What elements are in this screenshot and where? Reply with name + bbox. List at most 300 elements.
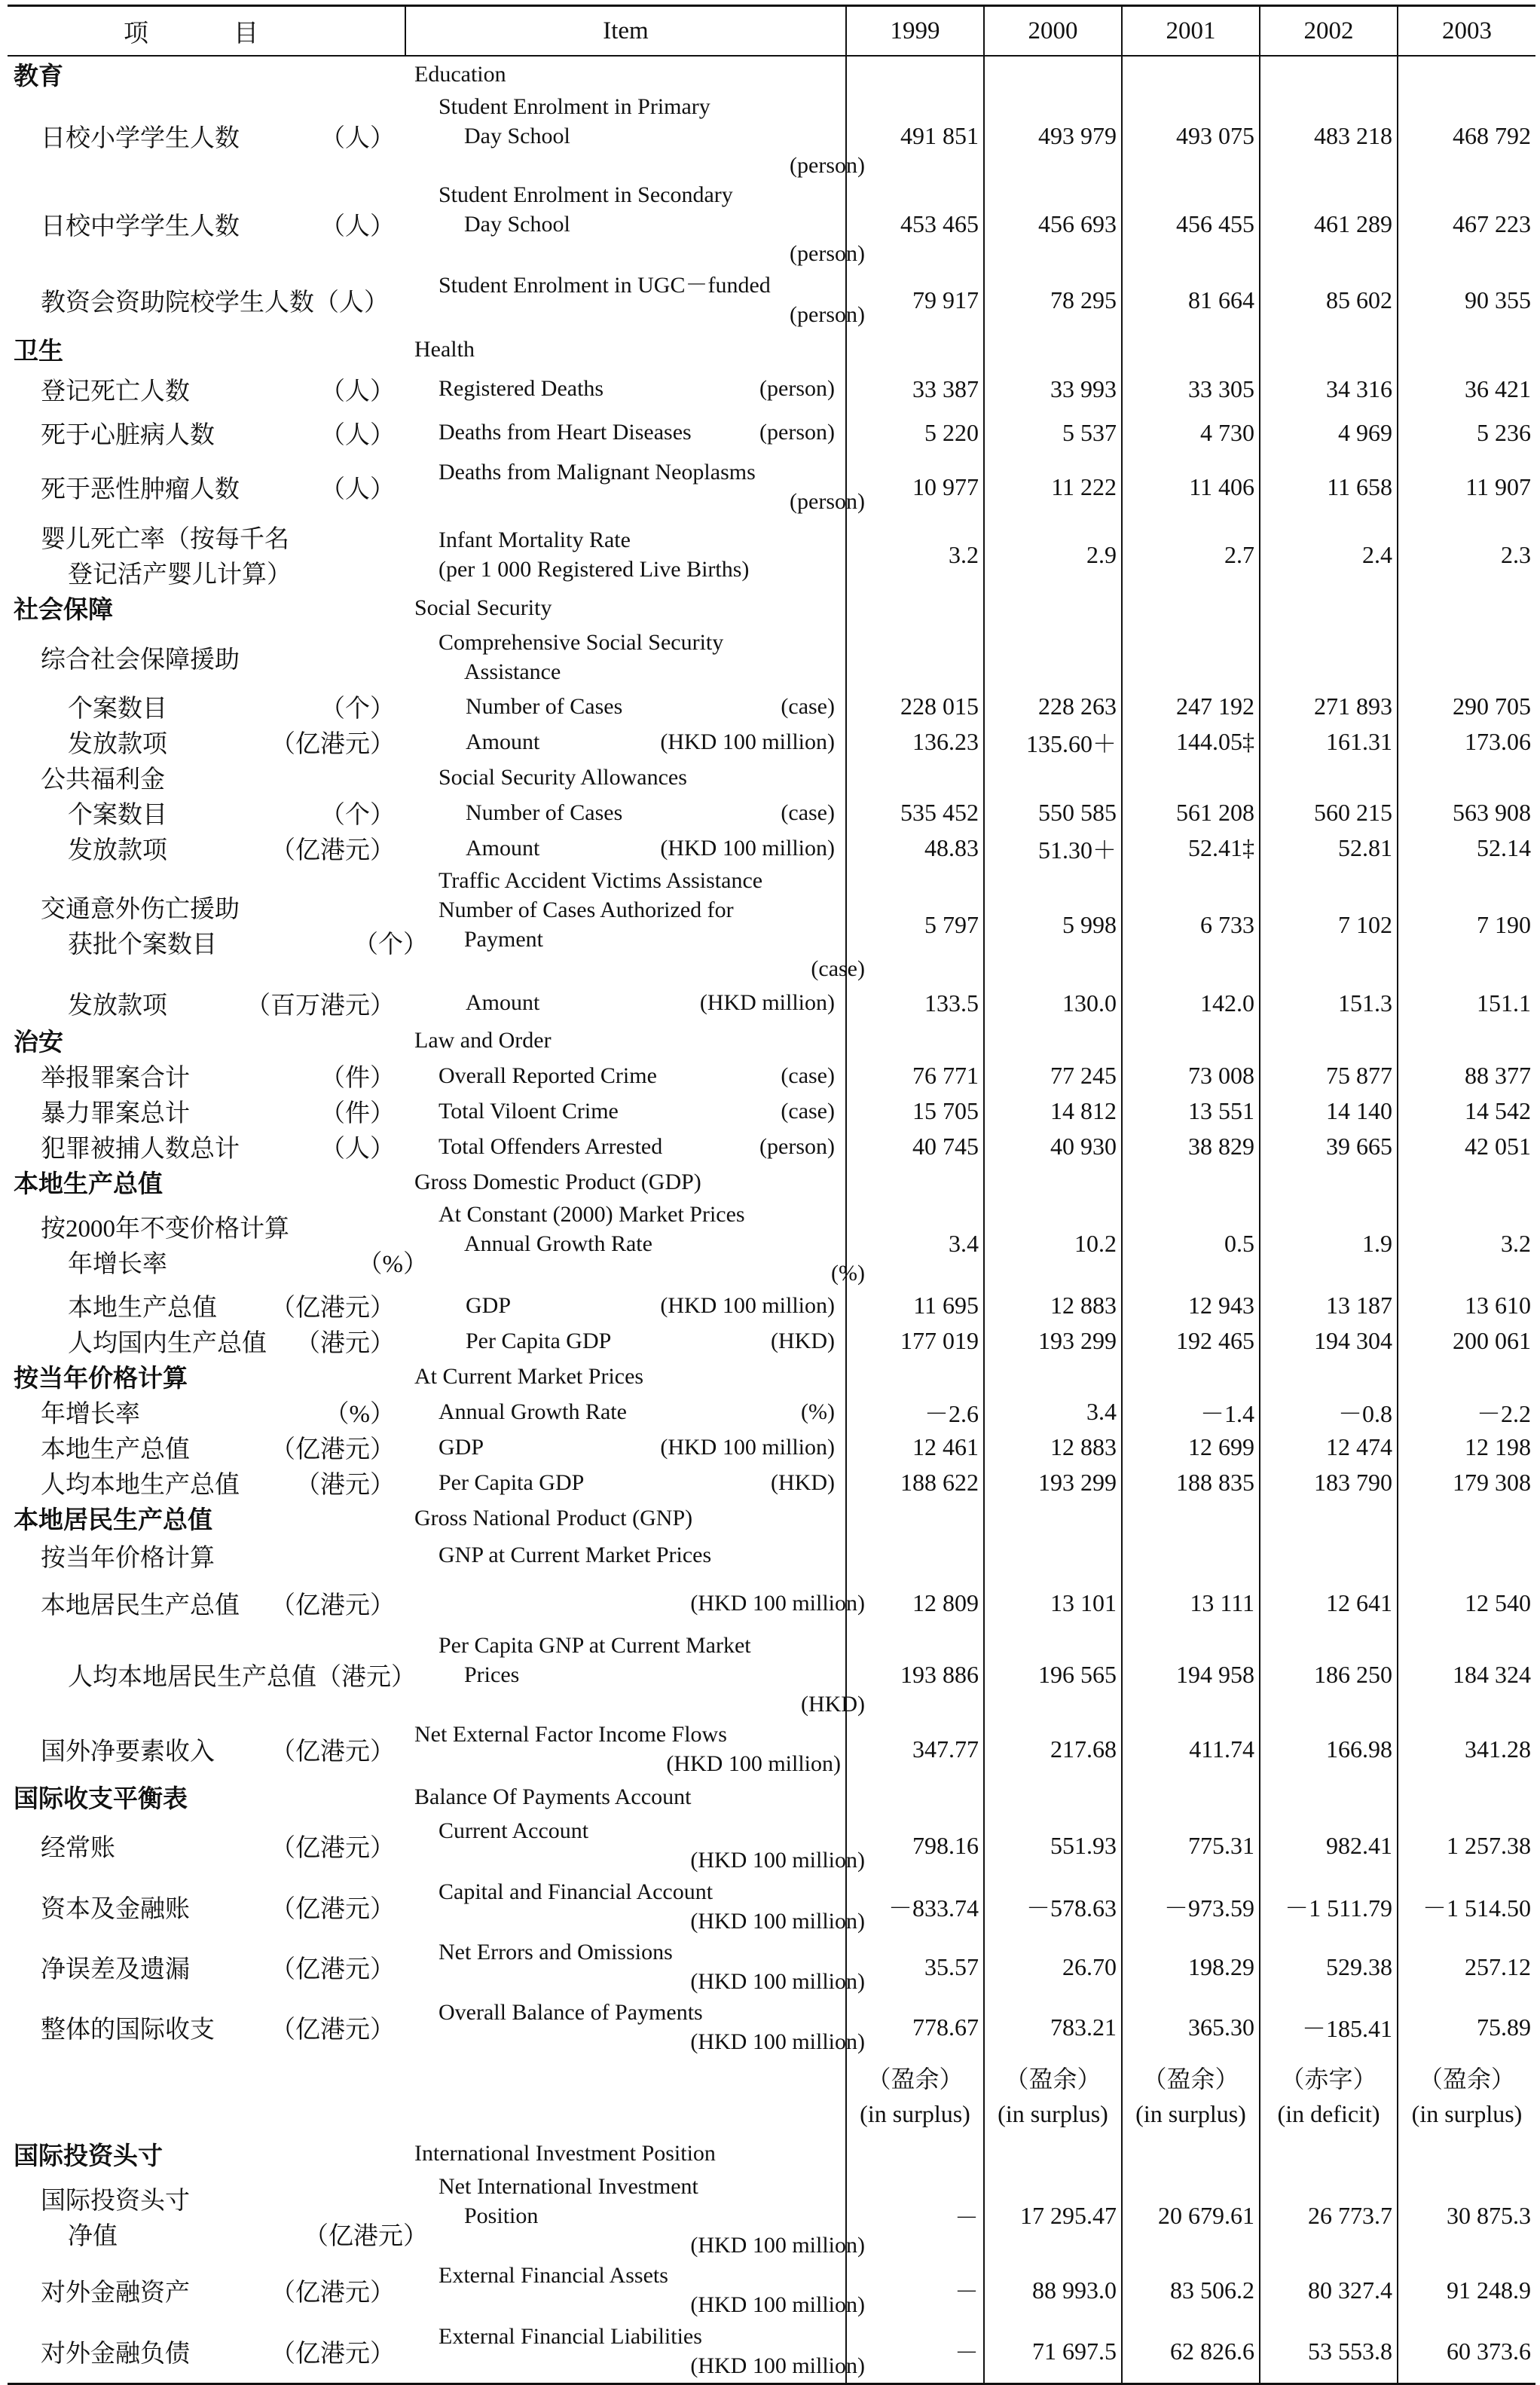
- english-item: [408, 628, 875, 686]
- english-item: [408, 1506, 845, 1531]
- english-unit: (HKD 100 million): [690, 2292, 865, 2317]
- chinese-unit: （亿港元）: [270, 1436, 395, 1463]
- chinese-label-cell: [8, 367, 405, 411]
- english-item: [408, 1631, 875, 1719]
- chinese-label-text: 死于心脏病人数: [41, 421, 215, 449]
- chinese-label-cell: [8, 1500, 405, 1536]
- table-row: [8, 1500, 1535, 1536]
- value-cell: 81 664: [1122, 268, 1260, 332]
- value-cell: 184 324: [1398, 1631, 1535, 1719]
- chinese-label: [8, 332, 405, 367]
- value-cell: 12 883: [984, 1288, 1122, 1323]
- chinese-label-cell: [8, 689, 405, 724]
- english-unit: (HKD 100 million): [660, 729, 835, 754]
- value-cell: 78 295: [984, 268, 1122, 332]
- chinese-label-text: 发放款项: [68, 992, 167, 1020]
- value-cell: [846, 1536, 984, 1575]
- value-cell: [1398, 590, 1535, 625]
- value-cell: [1122, 590, 1260, 625]
- value-cell: 493 075: [1122, 92, 1260, 180]
- chinese-label-cell: [8, 625, 405, 689]
- english-item-text: Education: [414, 61, 506, 87]
- chinese-label-line2: [41, 925, 438, 960]
- value-cell: [1398, 2057, 1535, 2136]
- chinese-label: [8, 1429, 405, 1465]
- english-item-cell: [405, 866, 865, 983]
- value-cell: 36 421: [1398, 367, 1535, 411]
- chinese-label-cell: [8, 2136, 405, 2172]
- value-cell: 198.29: [1122, 1937, 1260, 1997]
- value-cell: －2.2: [1398, 1394, 1535, 1429]
- english-item: [408, 420, 845, 445]
- english-item-cell: [405, 1129, 846, 1164]
- value-cell: 561 208: [1122, 795, 1260, 830]
- chinese-unit: （人）: [320, 213, 395, 240]
- chinese-label: [8, 724, 405, 760]
- chinese-label: [8, 1359, 405, 1394]
- value-cell: [984, 1536, 1122, 1575]
- english-item-line: At Constant (2000) Market Prices: [438, 1202, 745, 1227]
- value-cell: 217.68: [984, 1719, 1122, 1779]
- value-cell: 17 295.47: [984, 2172, 1122, 2260]
- value-cell: 192 465: [1122, 1323, 1260, 1359]
- chinese-label-text: 人均本地居民生产总值: [68, 1664, 316, 1691]
- statistics-table: [8, 5, 1535, 2385]
- value-cell: 193 299: [984, 1465, 1122, 1500]
- english-item: [408, 1435, 845, 1460]
- english-item: [408, 1998, 875, 2056]
- value-cell: [1122, 1023, 1260, 1058]
- value-cell: 2.3: [1398, 519, 1535, 590]
- value-cell: 12 198: [1398, 1429, 1535, 1465]
- value-cell: [1398, 56, 1535, 92]
- chinese-label-line: 国际投资头寸: [41, 2187, 190, 2215]
- value-cell: 193 299: [984, 1323, 1122, 1359]
- value-cell: 33 993: [984, 367, 1122, 411]
- english-item: [408, 694, 845, 720]
- value-cell: 529.38: [1260, 1937, 1398, 1997]
- value-cell: 88 993.0: [984, 2260, 1122, 2320]
- value-cell: 783.21: [984, 1997, 1122, 2057]
- chinese-label: [8, 1828, 405, 1864]
- value-cell: [846, 2136, 984, 2172]
- english-unit: (person): [790, 153, 865, 178]
- english-unit: (HKD): [801, 1692, 865, 1717]
- chinese-label-cell: [8, 1323, 405, 1359]
- value-cell: [1398, 2136, 1535, 2172]
- balance-status-cn: （盈余）: [1004, 2065, 1102, 2093]
- english-item-text: Overall Reported Crime: [438, 1063, 657, 1088]
- english-unit: (HKD 100 million): [690, 1969, 865, 1994]
- chinese-label-text: 对外金融资产: [41, 2279, 190, 2307]
- value-cell: 133.5: [846, 983, 984, 1023]
- english-unit: (%): [831, 1261, 865, 1286]
- table-row: [8, 2057, 1535, 2136]
- english-item: [408, 1134, 845, 1160]
- value-cell: 161.31: [1260, 724, 1398, 760]
- chinese-label-line: 婴儿死亡率（按每千名: [41, 526, 289, 553]
- value-cell: [1260, 2136, 1398, 2172]
- value-cell: [1398, 1500, 1535, 1536]
- chinese-label-cell: [8, 1536, 405, 1575]
- value-cell: 173.06: [1398, 724, 1535, 760]
- chinese-label-text: 国外净要素收入: [41, 1738, 215, 1766]
- value-cell: 456 693: [984, 180, 1122, 268]
- english-item-text: Per Capita GDP: [438, 1469, 585, 1495]
- english-item-text: At Current Market Prices: [414, 1363, 644, 1389]
- english-unit: (HKD 100 million): [690, 1848, 865, 1873]
- english-item: [408, 866, 875, 983]
- english-unit: (HKD 100 million): [690, 1909, 865, 1934]
- chinese-unit: （件）: [320, 1065, 395, 1092]
- value-cell: [984, 1779, 1122, 1815]
- english-item-line2: Prices: [464, 1662, 520, 1687]
- value-cell: [1260, 1779, 1398, 1815]
- value-cell: 11 222: [984, 454, 1122, 519]
- table-row: [8, 1394, 1535, 1429]
- value-cell: [846, 332, 984, 367]
- chinese-label-text: 个案数目: [68, 802, 167, 829]
- english-item-cell: [405, 411, 846, 454]
- chinese-unit: （亿港元）: [270, 837, 395, 864]
- value-cell: [1260, 625, 1398, 689]
- table-row: [8, 1937, 1535, 1997]
- english-item-cell: [405, 1815, 865, 1876]
- english-item-cell: [405, 1997, 865, 2057]
- value-cell: 0.5: [1122, 1200, 1260, 1288]
- value-cell: 271 893: [1260, 689, 1398, 724]
- value-cell: 12 641: [1260, 1575, 1398, 1631]
- value-cell: 75.89: [1398, 1997, 1535, 2057]
- english-item-text: Annual Growth Rate: [438, 1399, 627, 1424]
- chinese-unit: （人）: [320, 421, 395, 449]
- value-cell: [984, 1359, 1122, 1394]
- chinese-label: [8, 57, 405, 92]
- value-cell: [1260, 2057, 1398, 2136]
- value-cell: －1 511.79: [1260, 1876, 1398, 1937]
- chinese-label-cell: [8, 724, 405, 760]
- value-cell: 3.4: [984, 1394, 1122, 1429]
- table-row: [8, 1997, 1535, 2057]
- english-item-cell: [405, 1631, 865, 1719]
- chinese-label: [8, 118, 405, 154]
- value-cell: [984, 332, 1122, 367]
- value-cell: [984, 1500, 1122, 1536]
- english-item-cell: [405, 180, 865, 268]
- english-item-line: Overall Balance of Payments: [438, 2000, 703, 2025]
- chinese-label: [8, 1058, 405, 1093]
- value-cell: [984, 760, 1122, 795]
- value-cell: 341.28: [1398, 1719, 1535, 1779]
- value-cell: [1398, 760, 1535, 795]
- chinese-label-cell: [8, 1997, 405, 2057]
- chinese-label-text: 本地生产总值: [41, 1436, 190, 1463]
- chinese-label-text: 国际收支平衡表: [14, 1786, 188, 1813]
- english-item-cell: [405, 830, 846, 866]
- english-item-cell: [405, 724, 846, 760]
- english-item-line: Net External Factor Income Flows: [414, 1722, 727, 1747]
- english-unit: (case): [781, 800, 835, 825]
- value-cell: 60 373.6: [1398, 2320, 1535, 2383]
- value-cell: 53 553.8: [1260, 2320, 1398, 2383]
- value-cell: [846, 1023, 984, 1058]
- english-item-line: Comprehensive Social Security: [438, 630, 724, 655]
- value-cell: 10.2: [984, 1200, 1122, 1288]
- chinese-label-text: 治安: [14, 1029, 63, 1056]
- english-item-cell: [405, 590, 846, 625]
- value-cell: 563 908: [1398, 795, 1535, 830]
- english-item-cell: [405, 268, 865, 332]
- chinese-label-cell: [8, 760, 405, 795]
- english-item: [408, 376, 845, 402]
- english-unit: (case): [781, 1063, 835, 1088]
- value-cell: 257.12: [1398, 1937, 1535, 1997]
- value-cell: 247 192: [1122, 689, 1260, 724]
- chinese-label-text: 本地居民生产总值: [41, 1592, 240, 1619]
- chinese-label: [8, 283, 405, 318]
- table-row: [8, 795, 1535, 830]
- chinese-label: [8, 1093, 405, 1129]
- chinese-label-cell: [8, 180, 405, 268]
- chinese-label-cell: [8, 1164, 405, 1200]
- value-cell: 5 236: [1398, 411, 1535, 454]
- value-cell: 80 327.4: [1260, 2260, 1398, 2320]
- value-cell: 12 809: [846, 1575, 984, 1631]
- chinese-label: [8, 1023, 405, 1058]
- value-cell: 778.67: [846, 1997, 984, 2057]
- value-cell: [984, 1023, 1122, 1058]
- value-cell: 551.93: [984, 1815, 1122, 1876]
- chinese-label: [8, 1465, 405, 1500]
- chinese-label-text: 人均本地生产总值: [41, 1472, 240, 1499]
- chinese-label-text: 卫生: [14, 338, 63, 365]
- value-cell: 456 455: [1122, 180, 1260, 268]
- chinese-unit: （亿港元）: [270, 1738, 395, 1766]
- chinese-label-cell: [8, 983, 405, 1023]
- english-item-text: GNP at Current Market Prices: [438, 1543, 712, 1567]
- chinese-label: [8, 640, 405, 675]
- english-item-line: Net Errors and Omissions: [438, 1940, 673, 1965]
- english-item-text: Amount: [466, 729, 540, 754]
- chinese-label-cell: [8, 1394, 405, 1429]
- chinese-label-cell: [8, 332, 405, 367]
- chinese-label-text: 按当年价格计算: [14, 1365, 188, 1393]
- table-row: [8, 56, 1535, 92]
- chinese-unit: （人）: [320, 378, 395, 405]
- english-item-cell: [405, 1500, 846, 1536]
- header-year: 1999: [846, 6, 984, 57]
- value-cell: 6 733: [1122, 866, 1260, 983]
- english-unit: (HKD million): [699, 990, 835, 1015]
- value-cell: 3.2: [846, 519, 984, 590]
- value-cell: －833.74: [846, 1876, 984, 1937]
- value-cell: 1 257.38: [1398, 1815, 1535, 1876]
- value-cell: 982.41: [1260, 1815, 1398, 1876]
- table-row: [8, 983, 1535, 1023]
- chinese-label-cell: [8, 795, 405, 830]
- english-unit: (HKD): [771, 1469, 835, 1495]
- chinese-label-cell: [8, 1023, 405, 1058]
- value-cell: 13 111: [1122, 1575, 1260, 1631]
- value-cell: [1122, 1536, 1260, 1575]
- table-row: [8, 590, 1535, 625]
- chinese-label-cell: [8, 1719, 405, 1779]
- english-item-cell: [405, 454, 865, 519]
- english-item: [408, 2261, 875, 2319]
- value-cell: 290 705: [1398, 689, 1535, 724]
- english-item-text: Social Security: [414, 595, 552, 620]
- balance-status-cn: （盈余）: [1418, 2065, 1515, 2093]
- chinese-label: [8, 1394, 405, 1429]
- chinese-label: [8, 1732, 405, 1767]
- value-cell: 135.60＋: [984, 724, 1122, 760]
- chinese-label-line: 交通意外伤亡援助: [41, 896, 240, 923]
- english-item-cell: [405, 1288, 846, 1323]
- chinese-label: [8, 830, 405, 866]
- chinese-label-cell: [8, 1288, 405, 1323]
- value-cell: 14 140: [1260, 1093, 1398, 1129]
- english-item-line2: Day School: [464, 124, 570, 148]
- chinese-label: [8, 795, 405, 830]
- value-cell: 535 452: [846, 795, 984, 830]
- chinese-label-line2: [41, 2216, 438, 2252]
- value-cell: [1122, 56, 1260, 92]
- table-row: [8, 1536, 1535, 1575]
- english-item: [408, 180, 875, 268]
- english-item-cell: [405, 1465, 846, 1500]
- chinese-label: [8, 1209, 438, 1280]
- table-row: [8, 1631, 1535, 1719]
- chinese-label-text: 社会保障: [14, 597, 113, 624]
- english-unit: (HKD 100 million): [690, 1590, 865, 1616]
- table-row: [8, 1288, 1535, 1323]
- value-cell: 347.77: [846, 1719, 984, 1779]
- value-cell: 179 308: [1398, 1465, 1535, 1500]
- value-cell: [1122, 1779, 1260, 1815]
- english-item-cell: [405, 2320, 865, 2383]
- english-item-line2: Assistance: [464, 659, 561, 684]
- chinese-label-cell: [8, 519, 405, 590]
- english-item: [408, 765, 845, 790]
- value-cell: 228 263: [984, 689, 1122, 724]
- value-cell: 35.57: [846, 1937, 984, 1997]
- english-item: [408, 1293, 845, 1319]
- chinese-unit: （个）: [320, 696, 395, 723]
- value-cell: 13 101: [984, 1575, 1122, 1631]
- chinese-unit: （%）: [357, 1250, 428, 1278]
- english-unit: (HKD 100 million): [690, 2233, 865, 2258]
- value-cell: 3.4: [846, 1200, 984, 1288]
- value-cell: －578.63: [984, 1876, 1122, 1937]
- english-unit: (person): [790, 241, 865, 266]
- chinese-label: [8, 1538, 405, 1573]
- english-item-cell: [405, 1536, 846, 1575]
- english-item-line: Capital and Financial Account: [438, 1879, 713, 1904]
- table-row: [8, 1575, 1535, 1631]
- value-cell: 20 679.61: [1122, 2172, 1260, 2260]
- english-item: [408, 990, 845, 1016]
- value-cell: 5 797: [846, 866, 984, 983]
- value-cell: 14 812: [984, 1093, 1122, 1129]
- header-year: 2002: [1260, 6, 1398, 57]
- english-item: [408, 1816, 875, 1875]
- value-cell: 88 377: [1398, 1058, 1535, 1093]
- chinese-label-cell: [8, 2320, 405, 2383]
- english-unit: (person): [790, 302, 865, 327]
- value-cell: 560 215: [1260, 795, 1398, 830]
- table-row: [8, 1093, 1535, 1129]
- chinese-label-text: 教育: [14, 63, 63, 90]
- chinese-unit: （亿港元）: [270, 731, 395, 758]
- english-item: [408, 525, 875, 584]
- value-cell: 798.16: [846, 1815, 984, 1876]
- value-cell: 550 585: [984, 795, 1122, 830]
- value-cell: 2.9: [984, 519, 1122, 590]
- english-unit: (person): [790, 489, 865, 514]
- value-cell: 12 699: [1122, 1429, 1260, 1465]
- value-cell: 11 658: [1260, 454, 1398, 519]
- value-cell: －973.59: [1122, 1876, 1260, 1937]
- balance-status-en: (in deficit): [1277, 2100, 1380, 2127]
- value-cell: －185.41: [1260, 1997, 1398, 2057]
- english-item-text: Total Offenders Arrested: [438, 1133, 663, 1159]
- english-item: [408, 2322, 875, 2380]
- value-cell: [1122, 1164, 1260, 1200]
- chinese-label: [8, 372, 405, 407]
- chinese-label-cell: [8, 92, 405, 180]
- english-item-line: Current Account: [438, 1818, 589, 1843]
- value-cell: [846, 760, 984, 795]
- balance-status-en: (in surplus): [1135, 2100, 1246, 2127]
- english-unit: (HKD 100 million): [660, 1434, 835, 1460]
- value-cell: －1.4: [1122, 1394, 1260, 1429]
- english-item-line2: Day School: [464, 212, 570, 237]
- value-cell: 467 223: [1398, 180, 1535, 268]
- chinese-label-text: 对外金融负债: [41, 2340, 190, 2368]
- value-cell: 73 008: [1122, 1058, 1260, 1093]
- value-cell: 52.14: [1398, 830, 1535, 866]
- english-item: [408, 1170, 845, 1195]
- chinese-unit: （亿港元）: [270, 2340, 395, 2368]
- chinese-label: [8, 1889, 405, 1925]
- value-cell: 5 537: [984, 411, 1122, 454]
- english-item: [408, 1399, 845, 1425]
- table-row: [8, 1164, 1535, 1200]
- english-item-cell: [405, 1023, 846, 1058]
- value-cell: [984, 2136, 1122, 2172]
- value-cell: [984, 590, 1122, 625]
- chinese-label-cell: [8, 1429, 405, 1465]
- table-row: [8, 180, 1535, 268]
- chinese-label: [8, 1657, 416, 1692]
- value-cell: 52.81: [1260, 830, 1398, 866]
- value-cell: 11 695: [846, 1288, 984, 1323]
- chinese-label-text: 本地生产总值: [14, 1171, 163, 1198]
- chinese-label-text: 教资会资助院校学生人数（人）: [41, 289, 389, 316]
- value-cell: [1260, 1536, 1398, 1575]
- english-item: [408, 1877, 875, 1936]
- value-cell: 83 506.2: [1122, 2260, 1260, 2320]
- value-cell: 4 730: [1122, 411, 1260, 454]
- chinese-unit: （亿港元）: [270, 2016, 395, 2044]
- value-cell: 5 220: [846, 411, 984, 454]
- value-cell: [984, 1164, 1122, 1200]
- chinese-label-line2: [41, 1244, 438, 1280]
- english-item-text: Amount: [466, 835, 540, 861]
- english-item-text: Total Viloent Crime: [438, 1098, 619, 1124]
- english-item-line: Student Enrolment in Secondary: [438, 182, 733, 207]
- value-cell: 200 061: [1398, 1323, 1535, 1359]
